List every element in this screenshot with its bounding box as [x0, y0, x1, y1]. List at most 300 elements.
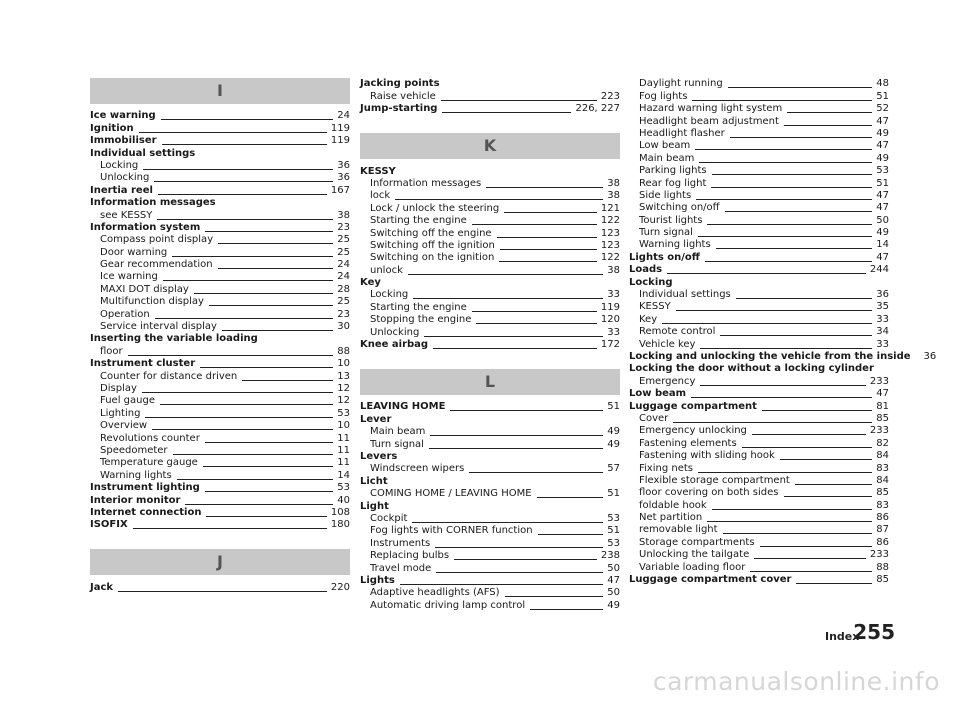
entry-page-ref: 83 [876, 462, 889, 474]
index-entry [629, 350, 937, 363]
entry-page-ref: 11 [337, 457, 350, 469]
index-entry [90, 445, 350, 457]
leader-line [662, 323, 872, 324]
entry-page-ref: 36 [923, 350, 937, 362]
entry-page-ref: 238 [600, 550, 620, 562]
index-entry [629, 140, 889, 152]
index-entry [360, 264, 620, 276]
entry-page-ref: 51 [607, 488, 620, 500]
index-entry [90, 135, 350, 147]
leader-line [762, 410, 872, 411]
index-entry [629, 375, 889, 387]
entry-term: Ice warning [90, 110, 156, 122]
index-heading [360, 78, 620, 90]
index-entry [629, 78, 889, 90]
entry-page-ref: 38 [607, 177, 620, 189]
entry-term: COMING HOME / LEAVING HOME [370, 488, 532, 500]
entry-page-ref: 84 [876, 474, 889, 486]
entry-term: Loads [629, 264, 663, 276]
leader-line [157, 219, 333, 220]
entry-term: Emergency [639, 375, 696, 387]
index-entry [629, 524, 889, 536]
entry-page-ref: 10 [337, 358, 350, 370]
index-letter-header: L [360, 369, 620, 395]
entry-page-ref: 11 [337, 432, 350, 444]
entry-term: Service interval display [100, 321, 217, 333]
entry-term: Stopping the engine [370, 314, 472, 326]
entry-term: Information messages [90, 197, 216, 209]
entry-term: Turn signal [639, 227, 693, 239]
entry-page-ref: 220 [330, 581, 350, 593]
entry-term: KESSY [360, 165, 396, 177]
entry-page-ref: 51 [876, 90, 889, 102]
entry-term: Switching on/off [639, 202, 720, 214]
page-footer [825, 620, 895, 644]
entry-term: Headlight beam adjustment [639, 115, 779, 127]
entry-term: Multifunction display [100, 296, 204, 308]
entry-page-ref: 34 [876, 326, 889, 338]
leader-line [242, 380, 333, 381]
leader-line [469, 472, 603, 473]
leader-line [784, 496, 873, 497]
entry-page-ref: 24 [337, 259, 350, 271]
entry-term: Windscreen wipers [370, 463, 465, 475]
entry-page-ref: 233 [869, 549, 889, 561]
leader-line [408, 274, 603, 275]
index-entry [360, 513, 620, 525]
leader-line [430, 435, 603, 436]
index-entry [90, 222, 350, 234]
entry-page-ref: 50 [607, 587, 620, 599]
entry-term: Compass point display [100, 234, 214, 246]
leader-line [705, 261, 872, 262]
entry-page-ref: 35 [876, 301, 889, 313]
leader-line [158, 194, 327, 195]
leader-line [185, 504, 333, 505]
entry-page-ref: 53 [607, 537, 620, 549]
entry-term: Locking [100, 159, 139, 171]
leader-line [200, 367, 333, 368]
index-entry [360, 190, 620, 202]
entry-page-ref: 123 [600, 227, 620, 239]
index-entry [360, 178, 620, 190]
index-entry [360, 326, 620, 338]
entry-term: floor covering on both sides [639, 487, 779, 499]
entry-page-ref: 49 [876, 152, 889, 164]
entry-page-ref: 82 [876, 437, 889, 449]
leader-line [723, 533, 873, 534]
entry-page-ref: 24 [337, 110, 350, 122]
entry-page-ref: 47 [876, 189, 889, 201]
entry-term: Key [639, 313, 658, 325]
entry-page-ref: 12 [337, 382, 350, 394]
entry-page-ref: 223 [600, 90, 620, 102]
entry-page-ref: 81 [876, 400, 889, 412]
entry-page-ref: 49 [607, 438, 620, 450]
index-entry [629, 128, 889, 140]
index-entry [90, 122, 350, 134]
leader-line [716, 248, 873, 249]
entry-page-ref: 33 [876, 338, 889, 350]
leader-line [154, 181, 333, 182]
leader-line [742, 447, 873, 448]
entry-term: Display [100, 382, 137, 394]
entry-term: Variable loading floor [639, 561, 746, 573]
entry-page-ref: 49 [607, 426, 620, 438]
entry-term: Operation [100, 308, 150, 320]
entry-page-ref: 50 [607, 562, 620, 574]
leader-line [499, 261, 597, 262]
leader-line [400, 584, 603, 585]
entry-term: Cockpit [370, 512, 408, 524]
entry-term: Ice warning [100, 271, 158, 283]
entry-term: Switching off the engine [370, 227, 492, 239]
entry-page-ref: 25 [337, 296, 350, 308]
index-entry [360, 426, 620, 438]
index-entry [629, 499, 889, 511]
entry-page-ref: 30 [337, 321, 350, 333]
index-entry [629, 512, 889, 524]
entry-term: Luggage compartment [629, 400, 757, 412]
entry-term: Daylight running [639, 78, 723, 90]
index-entry [90, 110, 350, 122]
leader-line [504, 212, 597, 213]
entry-page-ref: 51 [607, 525, 620, 537]
leader-line [754, 558, 866, 559]
entry-term: Gear recommendation [100, 259, 213, 271]
entry-page-ref: 36 [337, 172, 350, 184]
entry-term: Storage compartments [639, 536, 755, 548]
leader-line [696, 199, 872, 200]
entry-page-ref: 119 [330, 135, 350, 147]
index-entry [629, 264, 889, 276]
leader-line [142, 392, 333, 393]
entry-term: Fog lights [639, 90, 688, 102]
leader-line [750, 571, 872, 572]
entry-page-ref: 14 [876, 239, 889, 251]
leader-line [707, 521, 872, 522]
entry-term: Headlight flasher [639, 127, 725, 139]
leader-line [530, 609, 603, 610]
leader-line [442, 112, 571, 113]
entry-page-ref: 88 [876, 561, 889, 573]
leader-line [209, 305, 333, 306]
entry-term: Parking lights [639, 165, 707, 177]
index-entry [629, 413, 889, 425]
entry-term: Warning lights [639, 239, 711, 251]
leader-line [433, 348, 597, 349]
leader-line [476, 323, 596, 324]
entry-term: see KESSY [100, 209, 153, 221]
index-entry [360, 314, 620, 326]
leader-line [505, 596, 604, 597]
entry-term: MAXI DOT display [100, 283, 189, 295]
leader-line [435, 547, 603, 548]
index-entry [90, 283, 350, 295]
index-entry [90, 383, 350, 395]
index-entry [90, 420, 350, 432]
entry-page-ref: 11 [337, 444, 350, 456]
index-column-3 [629, 78, 937, 586]
leader-line [712, 174, 873, 175]
entry-term: Interior monitor [90, 494, 181, 506]
entry-page-ref: 50 [876, 214, 889, 226]
entry-term: Luggage compartment cover [629, 574, 792, 586]
leader-line [118, 591, 327, 592]
index-entry [90, 209, 350, 221]
leader-line [162, 144, 327, 145]
index-entry [629, 400, 889, 412]
index-entry [90, 246, 350, 258]
index-entry [629, 227, 889, 239]
index-letter-header: K [360, 133, 620, 159]
index-entry [90, 259, 350, 271]
index-entry [629, 103, 889, 115]
index-entry [90, 172, 350, 184]
entry-term: Lever [360, 413, 392, 425]
index-entry [90, 519, 350, 531]
index-entry [90, 345, 350, 357]
leader-line [698, 236, 872, 237]
entry-page-ref: 33 [607, 289, 620, 301]
entry-page-ref: 23 [337, 308, 350, 320]
entry-page-ref: 226, 227 [575, 103, 620, 115]
entry-term: Fixing nets [639, 462, 693, 474]
entry-term: Side lights [639, 189, 692, 201]
index-entry [629, 462, 889, 474]
entry-page-ref: 83 [876, 499, 889, 511]
entry-page-ref: 53 [607, 512, 620, 524]
index-entry [629, 549, 889, 561]
entry-term: Locking the door without a locking cylinder [629, 363, 874, 375]
entry-term: Speedometer [100, 444, 168, 456]
entry-page-ref: 10 [337, 420, 350, 432]
entry-term: Information system [90, 221, 201, 233]
leader-line [497, 237, 597, 238]
index-entry [360, 525, 620, 537]
leader-line [218, 268, 334, 269]
index-heading [90, 147, 350, 159]
index-entry [360, 227, 620, 239]
entry-term: foldable hook [639, 499, 707, 511]
entry-term: Vehicle key [639, 338, 696, 350]
index-entry [360, 463, 620, 475]
entry-page-ref: 233 [869, 375, 889, 387]
index-entry [360, 202, 620, 214]
leader-line [205, 231, 333, 232]
index-entry [360, 438, 620, 450]
entry-term: Lights [360, 574, 395, 586]
index-entry [90, 432, 350, 444]
index-heading [90, 333, 350, 345]
entry-term: Turn signal [370, 438, 424, 450]
leader-line [145, 417, 333, 418]
entry-page-ref: 122 [600, 252, 620, 264]
index-entry [90, 308, 350, 320]
leader-line [441, 100, 597, 101]
entry-term: unlock [370, 264, 403, 276]
entry-page-ref: 49 [607, 599, 620, 611]
entry-page-ref: 122 [600, 215, 620, 227]
entry-page-ref: 38 [607, 264, 620, 276]
index-entry [90, 482, 350, 494]
index-entry [629, 388, 889, 400]
index-heading [360, 500, 620, 512]
index-entry [629, 289, 889, 301]
entry-page-ref: 51 [607, 401, 620, 413]
leader-line [160, 404, 333, 405]
leader-line [128, 355, 334, 356]
index-entry [629, 425, 889, 437]
leader-line [692, 100, 872, 101]
entry-term: removable light [639, 524, 718, 536]
entry-term: Locking [370, 289, 409, 301]
leader-line [752, 434, 866, 435]
entry-page-ref: 87 [876, 524, 889, 536]
index-column-1 [90, 78, 350, 594]
leader-line [412, 522, 603, 523]
leader-line [205, 491, 333, 492]
index-entry [629, 190, 889, 202]
entry-term: Fastening with sliding hook [639, 450, 775, 462]
leader-line [436, 572, 603, 573]
index-entry [360, 215, 620, 227]
leader-line [537, 497, 604, 498]
leader-line [699, 162, 872, 163]
index-entry [629, 214, 889, 226]
entry-term: Light [360, 500, 389, 512]
index-entry [629, 177, 889, 189]
entry-term: Knee airbag [360, 339, 429, 351]
entry-term: Individual settings [639, 289, 731, 301]
entry-term: KESSY [639, 301, 671, 313]
entry-page-ref: 36 [337, 159, 350, 171]
entry-term: Travel mode [370, 562, 432, 574]
entry-page-ref: 47 [876, 251, 889, 263]
leader-line [725, 211, 873, 212]
index-entry [629, 165, 889, 177]
entry-page-ref: 48 [876, 78, 889, 90]
entry-page-ref: 121 [600, 202, 620, 214]
entry-term: Individual settings [90, 147, 196, 159]
entry-page-ref: 108 [330, 506, 350, 518]
entry-term: Starting the engine [370, 215, 467, 227]
entry-term: Flexible storage compartment [639, 474, 790, 486]
entry-page-ref: 47 [876, 388, 889, 400]
index-heading [90, 197, 350, 209]
index-letter-header: J [90, 549, 350, 575]
entry-term: Jacking points [360, 78, 440, 90]
index-heading [360, 475, 620, 487]
entry-term: Tourist lights [639, 214, 703, 226]
leader-line [691, 397, 872, 398]
entry-page-ref: 47 [876, 115, 889, 127]
index-entry [629, 437, 889, 449]
entry-page-ref: 123 [600, 239, 620, 251]
leader-line [700, 348, 872, 349]
index-entry [629, 536, 889, 548]
index-entry [629, 202, 889, 214]
leader-line [486, 187, 603, 188]
entry-term: Revolutions counter [100, 432, 200, 444]
leader-line [472, 311, 597, 312]
leader-line [787, 112, 872, 113]
index-entry [360, 240, 620, 252]
entry-page-ref: 85 [876, 574, 889, 586]
entry-term: Replacing bulbs [370, 550, 450, 562]
leader-line [218, 243, 333, 244]
leader-line [673, 422, 872, 423]
index-entry [90, 184, 350, 196]
index-heading [360, 277, 620, 289]
leader-line [667, 273, 866, 274]
leader-line [712, 509, 873, 510]
entry-term: Locking [629, 276, 673, 288]
index-entry [90, 321, 350, 333]
entry-page-ref: 85 [876, 487, 889, 499]
leader-line [424, 336, 603, 337]
entry-term: Fog lights with CORNER function [370, 525, 533, 537]
entry-term: Emergency unlocking [639, 425, 747, 437]
entry-page-ref: 49 [876, 227, 889, 239]
leader-line [720, 335, 872, 336]
entry-term: Fuel gauge [100, 395, 155, 407]
leader-line [163, 280, 333, 281]
entry-term: Low beam [629, 388, 687, 400]
entry-page-ref: 119 [600, 301, 620, 313]
entry-term: Temperature gauge [100, 457, 198, 469]
entry-term: Starting the engine [370, 301, 467, 313]
index-entry [629, 90, 889, 102]
entry-page-ref: 88 [337, 345, 350, 357]
entry-term: Immobiliser [90, 135, 157, 147]
entry-term: Unlocking [100, 172, 150, 184]
entry-page-ref: 23 [337, 221, 350, 233]
entry-term: Main beam [370, 426, 426, 438]
entry-page-ref: 86 [876, 512, 889, 524]
entry-page-ref: 13 [337, 370, 350, 382]
entry-term: Jack [90, 581, 114, 593]
index-entry [629, 574, 889, 586]
entry-page-ref: 57 [607, 463, 620, 475]
index-entry [629, 313, 889, 325]
leader-line [538, 534, 604, 535]
entry-term: lock [370, 190, 391, 202]
entry-page-ref: 51 [876, 177, 889, 189]
entry-term: Main beam [639, 152, 695, 164]
index-column-2 [360, 78, 620, 612]
leader-line [395, 199, 603, 200]
entry-page-ref: 53 [337, 407, 350, 419]
leader-line [698, 472, 872, 473]
entry-page-ref: 12 [337, 395, 350, 407]
leader-line [155, 318, 334, 319]
entry-term: Locking and unlocking the vehicle from the inside [629, 350, 911, 362]
entry-term: ISOFIX [90, 519, 128, 531]
entry-term: Inserting the variable loading [90, 333, 258, 345]
entry-term: Unlocking the tailgate [639, 549, 750, 561]
index-entry [90, 296, 350, 308]
entry-term: Net partition [639, 512, 703, 524]
index-entry [360, 599, 620, 611]
index-heading [360, 451, 620, 463]
index-heading [629, 363, 889, 375]
leader-line [736, 298, 873, 299]
entry-page-ref: 53 [337, 482, 350, 494]
index-heading [360, 165, 620, 177]
leader-line [795, 484, 872, 485]
index-entry [360, 537, 620, 549]
